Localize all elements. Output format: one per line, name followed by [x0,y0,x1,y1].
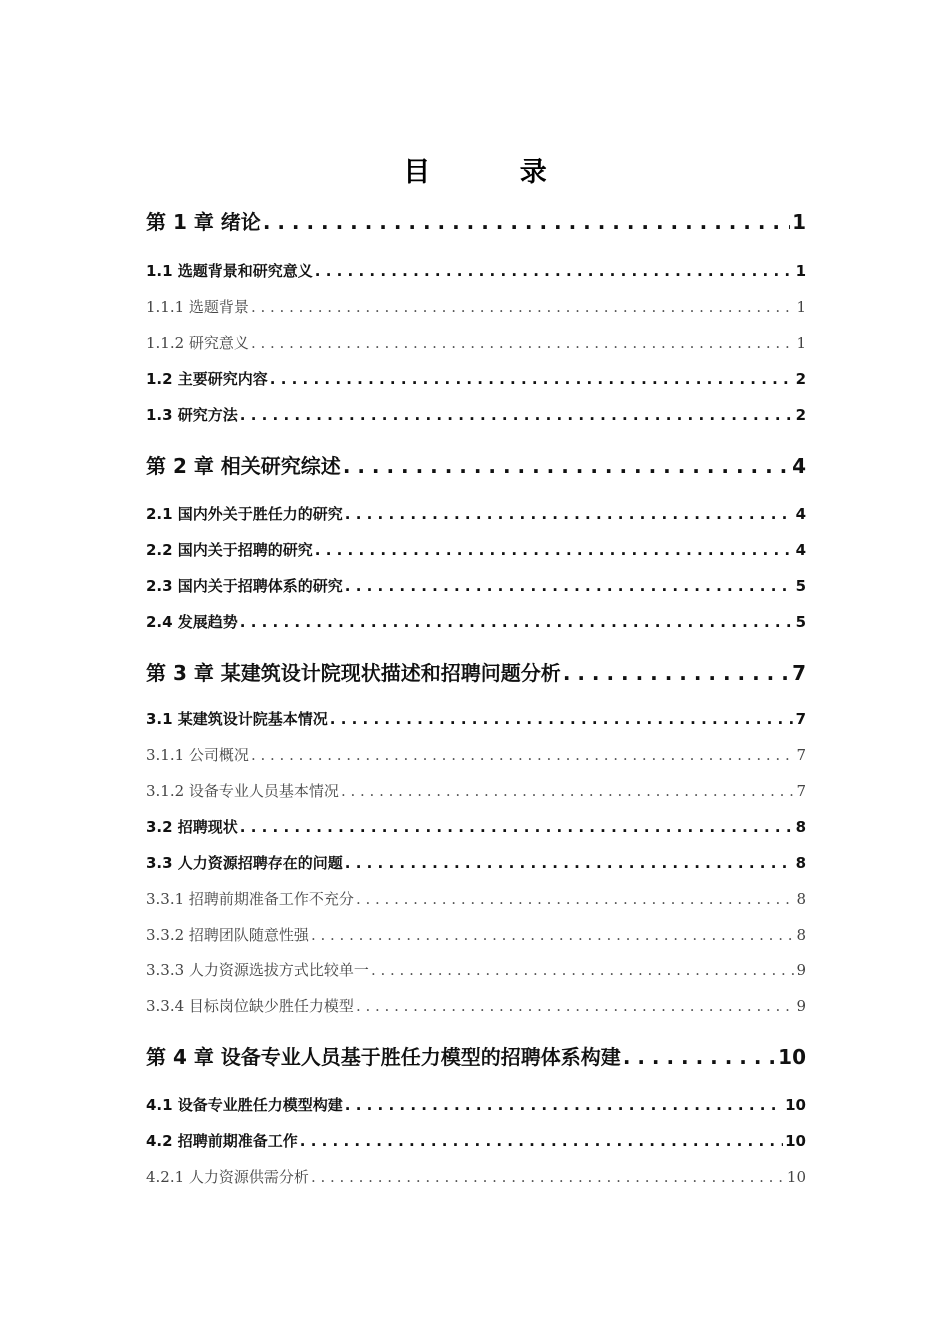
toc-entry-section[interactable] [146,708,806,732]
toc-leader-dots [330,710,794,728]
toc-entry-section[interactable] [146,503,806,527]
toc-entry-page-number: 5 [795,577,806,595]
toc-entry-label: 第 2 章 相关研究综述 [146,454,341,478]
toc-entry-subsection[interactable] [146,924,806,948]
toc-entry-section[interactable] [146,611,806,635]
toc-entry-page-number: 1 [795,262,806,280]
toc-entry-subsection[interactable] [146,959,806,983]
toc-entry-page-number: 9 [796,961,806,979]
toc-entry-page-number: 8 [795,818,806,836]
toc-entry-page-number: 10 [778,1045,806,1069]
toc-leader-dots [300,1132,783,1150]
toc-entry-subsection[interactable] [146,995,806,1019]
toc-entry-chapter[interactable] [146,1041,806,1071]
toc-entry-label: 2.2 国内关于招聘的研究 [146,541,313,559]
toc-entry-label: 3.3 人力资源招聘存在的问题 [146,854,343,872]
toc-entry-label: 第 1 章 绪论 [146,210,261,234]
toc-leader-dots [240,613,794,631]
toc-entry-page-number: 8 [796,890,806,908]
toc-entry-page-number: 2 [795,370,806,388]
toc-leader-dots [251,746,795,764]
toc-entry-page-number: 9 [796,997,806,1015]
toc-entry-subsection[interactable] [146,780,806,804]
toc-leader-dots [345,505,794,523]
toc-entry-section[interactable] [146,575,806,599]
toc-leader-dots [315,262,794,280]
toc-leader-dots [623,1045,776,1069]
toc-leader-dots [345,577,794,595]
toc-entry-label: 1.3 研究方法 [146,406,238,424]
toc-entry-page-number: 7 [795,710,806,728]
toc-entry-chapter[interactable] [146,657,806,687]
toc-entry-section[interactable] [146,404,806,428]
toc-entry-subsection[interactable] [146,332,806,356]
toc-entry-page-number: 8 [795,854,806,872]
toc-entry-subsection[interactable] [146,744,806,768]
toc-entry-label: 2.3 国内关于招聘体系的研究 [146,577,343,595]
toc-entry-page-number: 10 [786,1168,806,1186]
toc-entry-page-number: 1 [796,298,806,316]
toc-leader-dots [251,334,795,352]
toc-entry-label: 3.2 招聘现状 [146,818,238,836]
toc-entry-page-number: 7 [792,661,806,685]
toc-leader-dots [311,1168,785,1186]
toc-leader-dots [251,298,795,316]
toc-leader-dots [341,782,795,800]
toc-leader-dots [563,661,790,685]
toc-leader-dots [240,406,794,424]
toc-entry-label: 2.4 发展趋势 [146,613,238,631]
toc-entry-subsection[interactable] [146,1166,806,1190]
toc-title: 目 录 [403,157,587,188]
toc-entry-label: 3.3.1 招聘前期准备工作不充分 [146,890,354,908]
toc-entry-page-number: 4 [795,505,806,523]
toc-leader-dots [315,541,794,559]
toc-entry-label: 3.1.2 设备专业人员基本情况 [146,782,339,800]
toc-entry-page-number: 7 [796,782,806,800]
toc-leader-dots [270,370,794,388]
toc-entry-page-number: 8 [796,926,806,944]
toc-entry-subsection[interactable] [146,296,806,320]
toc-entry-section[interactable] [146,368,806,392]
toc-entry-page-number: 7 [796,746,806,764]
toc-entry-section[interactable] [146,1094,806,1118]
toc-entry-page-number: 1 [792,210,806,234]
toc-entry-chapter[interactable] [146,206,806,236]
toc-entry-label: 3.3.4 目标岗位缺少胜任力模型 [146,997,354,1015]
toc-entry-section[interactable] [146,1130,806,1154]
toc-entry-subsection[interactable] [146,888,806,912]
toc-leader-dots [371,961,795,979]
toc-entry-page-number: 1 [796,334,806,352]
toc-entry-page-number: 10 [785,1096,806,1114]
toc-entry-page-number: 10 [785,1132,806,1150]
toc-entry-label: 4.2.1 人力资源供需分析 [146,1168,309,1186]
toc-entry-label: 4.2 招聘前期准备工作 [146,1132,298,1150]
toc-entry-label: 1.1 选题背景和研究意义 [146,262,313,280]
toc-entry-label: 1.1.2 研究意义 [146,334,249,352]
toc-entry-label: 3.1.1 公司概况 [146,746,249,764]
toc-entry-label: 3.3.2 招聘团队随意性强 [146,926,309,944]
toc-entry-label: 1.2 主要研究内容 [146,370,268,388]
toc-leader-dots [345,1096,783,1114]
toc-entry-page-number: 2 [795,406,806,424]
toc-entry-section[interactable] [146,539,806,563]
toc-entry-page-number: 5 [795,613,806,631]
toc-entry-label: 第 3 章 某建筑设计院现状描述和招聘问题分析 [146,661,561,685]
toc-entry-page-number: 4 [792,454,806,478]
toc-entry-chapter[interactable] [146,450,806,480]
toc-entry-label: 1.1.1 选题背景 [146,298,249,316]
toc-leader-dots [356,997,795,1015]
toc-entry-label: 2.1 国内外关于胜任力的研究 [146,505,343,523]
toc-entry-label: 第 4 章 设备专业人员基于胜任力模型的招聘体系构建 [146,1045,621,1069]
toc-leader-dots [343,454,790,478]
toc-entry-label: 4.1 设备专业胜任力模型构建 [146,1096,343,1114]
toc-entry-section[interactable] [146,260,806,284]
toc-entry-label: 3.1 某建筑设计院基本情况 [146,710,328,728]
toc-leader-dots [311,926,795,944]
toc-leader-dots [263,210,790,234]
toc-leader-dots [240,818,794,836]
toc-entry-section[interactable] [146,816,806,840]
toc-leader-dots [356,890,795,908]
toc-entry-label: 3.3.3 人力资源选拔方式比较单一 [146,961,369,979]
toc-entry-page-number: 4 [795,541,806,559]
toc-leader-dots [345,854,794,872]
toc-entry-section[interactable] [146,852,806,876]
